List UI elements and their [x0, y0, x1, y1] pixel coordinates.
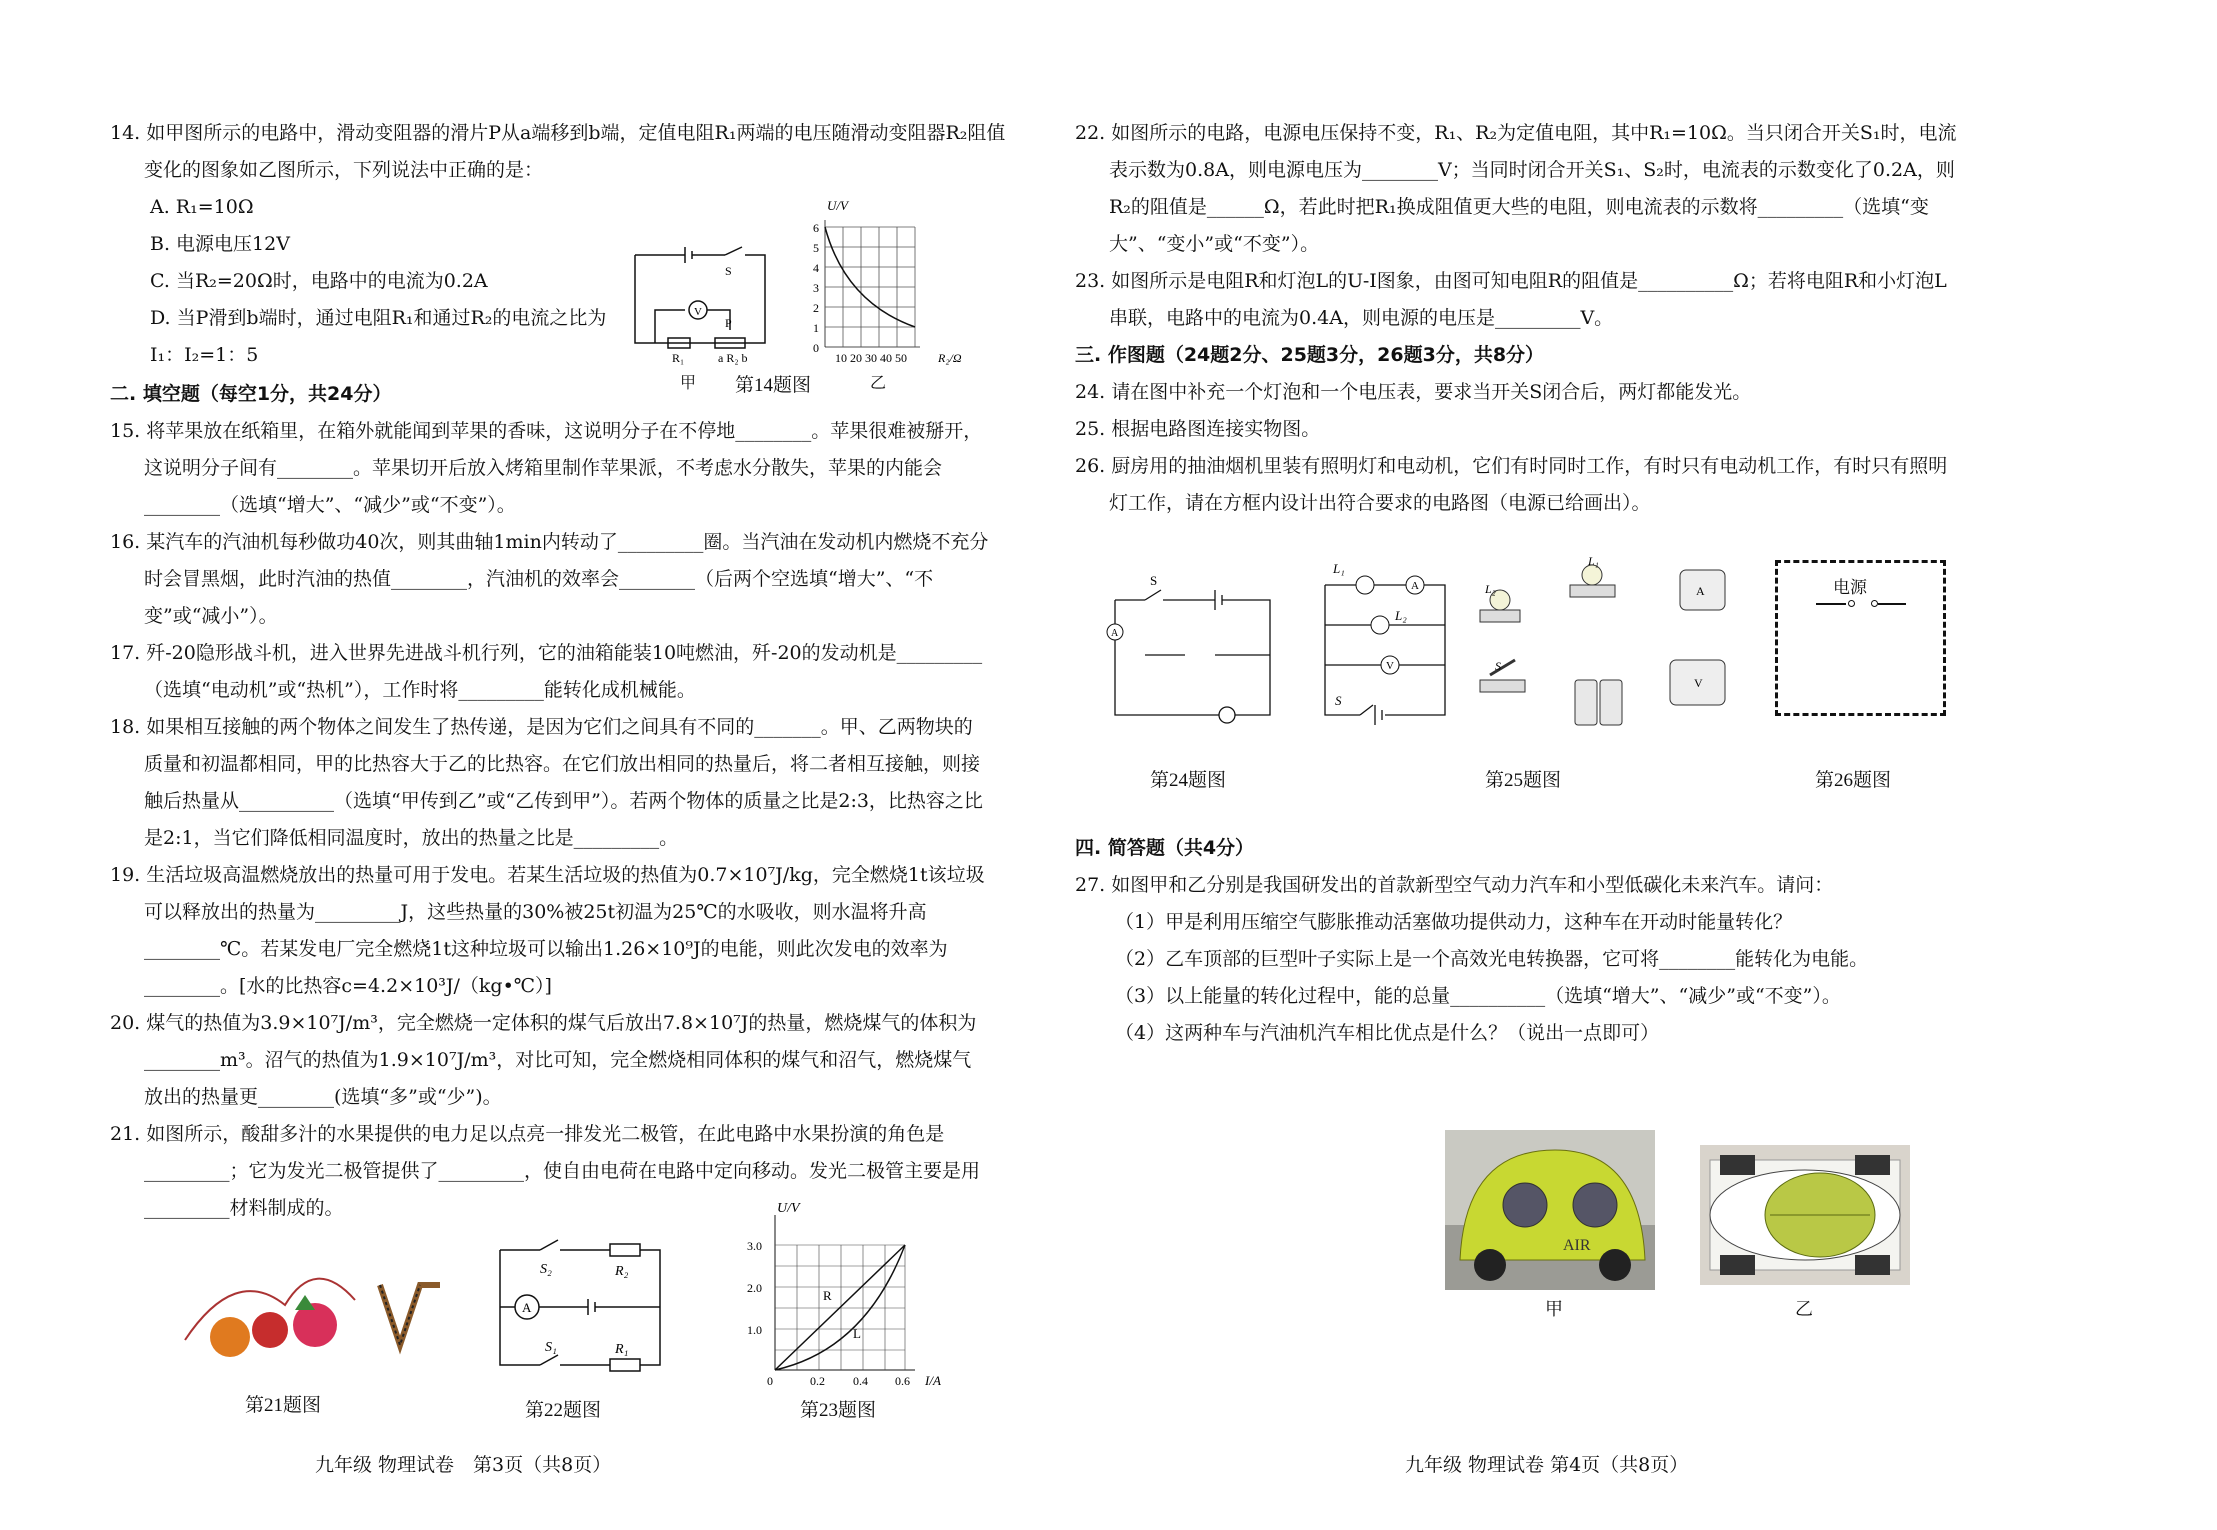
svg-text:2.0: 2.0	[747, 1281, 762, 1295]
svg-text:R: R	[823, 1288, 832, 1303]
q23-graph-xlabel: I/A	[925, 1373, 941, 1388]
svg-text:S₁: S₁	[545, 1340, 557, 1355]
q18: 18. 如果相互接触的两个物体之间发生了热传递，是因为它们之间具有不同的_______。甲、乙两物块的质量和初温都相同，甲的比热容大于乙的比热容。在它们放出相同的热量后，将二者相互接触，则接触后热量从__________（选填“甲传到乙”或“乙传到甲”）。若两个物体的质量之比是2:3，比热容之比是2:1，当它们降低相同温度时，放出的热量之比是_________。	[110, 716, 983, 849]
q14-option-a: A. R₁=10Ω	[150, 196, 254, 218]
q22: 22. 如图所示的电路，电源电压保持不变，R₁、R₂为定值电阻，其中R₁=10Ω。当只闭合开关S₁时，电流表示数为0.8A，则电源电压为________V；当同时闭合开关S₁、S₂时，电流表的示数变化了0.2A，则R₂的阻值是______Ω，若此时把R₁换成阻值更大些的电阻，则电流表的示数将_________（选填“变大”、“变小”或“不变”）。	[1075, 122, 1957, 255]
q14-option-d: D. 当P滑到b端时，通过电阻R₁和通过R₂的电流之比为I₁：I₂=1：5	[150, 307, 607, 366]
q14-fig-caption: 第14题图	[735, 375, 812, 396]
q23-caption: 第23题图	[800, 1400, 877, 1421]
q26-power-symbol	[1816, 603, 1906, 605]
right-column	[1075, 115, 1960, 522]
q15: 15. 将苹果放在纸箱里，在箱外就能闻到苹果的香味，这说明分子在不停地________。苹果很难被掰开，这说明分子间有________。苹果切开后放入烤箱里制作苹果派，不考虑水分散失，苹果的内能会________（选填“增大”、“减少”或“不变”）。	[110, 420, 983, 516]
svg-text:R₁: R₁	[615, 1342, 629, 1357]
q25-caption: 第25题图	[1485, 770, 1562, 791]
right-page-footer: 九年级 物理试卷 第4页（共8页）	[1405, 1454, 1689, 1476]
q26-power-label: 电源	[1833, 578, 1867, 598]
q26-design-box	[1775, 560, 1946, 716]
svg-text:0.6: 0.6	[895, 1374, 910, 1388]
q16: 16. 某汽车的汽油机每秒做功40次，则其曲轴1min内转动了_________圈。当汽油在发动机内燃烧不充分时会冒黑烟，此时汽油的热值________，汽油机的效率会________（后两个空选填“增大”、“不变”或“减小”）。	[110, 531, 989, 627]
q14-option-b: B. 电源电压12V	[150, 233, 290, 255]
q24-circuit-diagram	[1105, 570, 1280, 730]
svg-text:2: 2	[813, 301, 819, 315]
q21-caption: 第21题图	[245, 1395, 322, 1416]
svg-text:R₁: R₁	[672, 351, 685, 365]
svg-text:a R₂ b: a R₂ b	[718, 351, 748, 365]
q27: 27. 如图甲和乙分别是我国研发出的首款新型空气动力汽车和小型低碳化未来汽车。请问：	[1075, 874, 1834, 896]
svg-text:S: S	[1335, 693, 1342, 708]
left-page-footer: 九年级 物理试卷 第3页（共8页）	[315, 1454, 612, 1476]
q25-physical-components	[1470, 555, 1740, 740]
svg-text:4: 4	[813, 261, 819, 275]
q27-sub-4: （4）这两种车与汽油机汽车相比优点是什么？（说出一点即可）	[1115, 1022, 1660, 1044]
svg-text:S: S	[725, 264, 732, 278]
section4-heading: 四. 简答题（共4分）	[1075, 837, 1255, 859]
svg-text:0: 0	[813, 341, 819, 355]
svg-text:V: V	[1386, 660, 1394, 672]
q27-car-jia-badge: AIR	[1563, 1237, 1591, 1254]
svg-text:R₂: R₂	[615, 1264, 629, 1279]
svg-text:0.4: 0.4	[853, 1374, 868, 1388]
svg-text:L₁: L₁	[1588, 555, 1599, 568]
svg-text:A: A	[1696, 584, 1705, 598]
svg-text:3.0: 3.0	[747, 1239, 762, 1253]
q27-sub-2: （2）乙车顶部的巨型叶子实际上是一个高效光电转换器，它可将________能转化为电能。	[1115, 948, 1869, 970]
section2-heading: 二. 填空题（每空1分，共24分）	[110, 383, 392, 405]
q27-sub-1: （1）甲是利用压缩空气膨胀推动活塞做功提供动力，这种车在开动时能量转化？	[1115, 911, 1793, 933]
q14-stem: 14. 如甲图所示的电路中，滑动变阻器的滑片P从a端移到b端，定值电阻R₁两端的电压随滑动变阻器R₂阻值变化的图象如乙图所示，下列说法中正确的是：	[110, 122, 1006, 181]
svg-text:L: L	[853, 1326, 861, 1341]
q27-car-yi-picture	[1700, 1145, 1910, 1285]
svg-text:10 20 30 40 50: 10 20 30 40 50	[835, 351, 907, 365]
svg-text:A: A	[1111, 628, 1119, 639]
svg-text:3: 3	[813, 281, 819, 295]
q26-caption: 第26题图	[1815, 770, 1892, 791]
svg-text:1.0: 1.0	[747, 1323, 762, 1337]
q25-circuit-diagram	[1315, 555, 1455, 730]
svg-text:S: S	[1150, 573, 1158, 588]
section3-heading: 三. 作图题（24题2分、25题3分，26题3分，共8分）	[1075, 344, 1545, 366]
q14-graph-xlabel: R₂/Ω	[938, 351, 962, 365]
q27-car-yi-label: 乙	[1795, 1299, 1813, 1319]
svg-text:5: 5	[813, 241, 819, 255]
q27-car-jia-picture	[1445, 1130, 1655, 1290]
q21: 21. 如图所示，酸甜多汁的水果提供的电力足以点亮一排发光二极管，在此电路中水果扮演的角色是_________；它为发光二极管提供了_________，使自由电荷在电路中定向移动。发光二极管主要是用_________材料制成的。	[110, 1123, 981, 1219]
svg-text:V: V	[694, 306, 702, 318]
q19: 19. 生活垃圾高温燃烧放出的热量可用于发电。若某生活垃圾的热值为0.7×10⁷J/kg，完全燃烧1t该垃圾可以释放出的热量为_________J，这些热量的30%被25t初温为25℃的水吸收，则水温将升高________℃。若某发电厂完全燃烧1t这种垃圾可以输出1.26×10⁹J的电能，则此次发电的效率为________。[水的比热容c=4.2×10³J/（kg•℃）]	[110, 864, 985, 997]
svg-text:0.2: 0.2	[810, 1374, 825, 1388]
q22-caption: 第22题图	[525, 1400, 602, 1421]
q17: 17. 歼-20隐形战斗机，进入世界先进战斗机行列，它的油箱能装10吨燃油，歼-20的发动机是_________（选填“电动机”或“热机”），工作时将_________能转化成机械能。	[110, 642, 983, 701]
q23: 23. 如图所示是电阻R和灯泡L的U-I图象，由图可知电阻R的阻值是__________Ω；若将电阻R和小灯泡L串联，电路中的电流为0.4A，则电源的电压是_________V。	[1075, 270, 1947, 329]
q27-car-jia-label: 甲	[1545, 1299, 1563, 1319]
svg-text:0: 0	[767, 1374, 773, 1388]
q27-sub-3: （3）以上能量的转化过程中，能的总量__________（选填“增大”、“减少”或“不变”）。	[1115, 985, 1841, 1007]
svg-text:P: P	[725, 316, 732, 330]
svg-text:A: A	[522, 1300, 532, 1315]
q14-option-c: C. 当R₂=20Ω时，电路中的电流为0.2A	[150, 270, 488, 292]
q24: 24. 请在图中补充一个灯泡和一个电压表，要求当开关S闭合后，两灯都能发光。	[1075, 381, 1752, 403]
svg-text:L₁: L₁	[1333, 561, 1345, 576]
svg-text:V: V	[1694, 676, 1703, 690]
svg-text:L₂: L₂	[1395, 608, 1407, 623]
q14-fig-yi-label: 乙	[870, 375, 887, 392]
q24-caption: 第24题图	[1150, 770, 1227, 791]
svg-text:L₂: L₂	[1485, 582, 1496, 596]
q23-graph-ylabel: U/V	[777, 1201, 800, 1216]
svg-text:1: 1	[813, 321, 819, 335]
q14-fig-jia-label: 甲	[680, 375, 697, 392]
svg-text:6: 6	[813, 221, 819, 235]
q25: 25. 根据电路图连接实物图。	[1075, 418, 1321, 440]
svg-text:S: S	[1495, 659, 1501, 673]
q26: 26. 厨房用的抽油烟机里装有照明灯和电动机，它们有时同时工作，有时只有电动机工作，有时只有照明灯工作，请在方框内设计出符合要求的电路图（电源已给画出）。	[1075, 455, 1948, 514]
right-column-lower	[1075, 830, 1960, 1052]
q20: 20. 煤气的热值为3.9×10⁷J/m³，完全燃烧一定体积的煤气后放出7.8×10⁷J的热量，燃烧煤气的体积为________m³。沼气的热值为1.9×10⁷J/m³，对比可知，完全燃烧相同体积的煤气和沼气，燃烧煤气放出的热量更________(选填“多”或“少”)。	[110, 1012, 977, 1108]
svg-text:S₂: S₂	[540, 1262, 552, 1277]
q14-graph-ylabel: U/V	[827, 198, 848, 213]
svg-text:A: A	[1411, 580, 1419, 592]
